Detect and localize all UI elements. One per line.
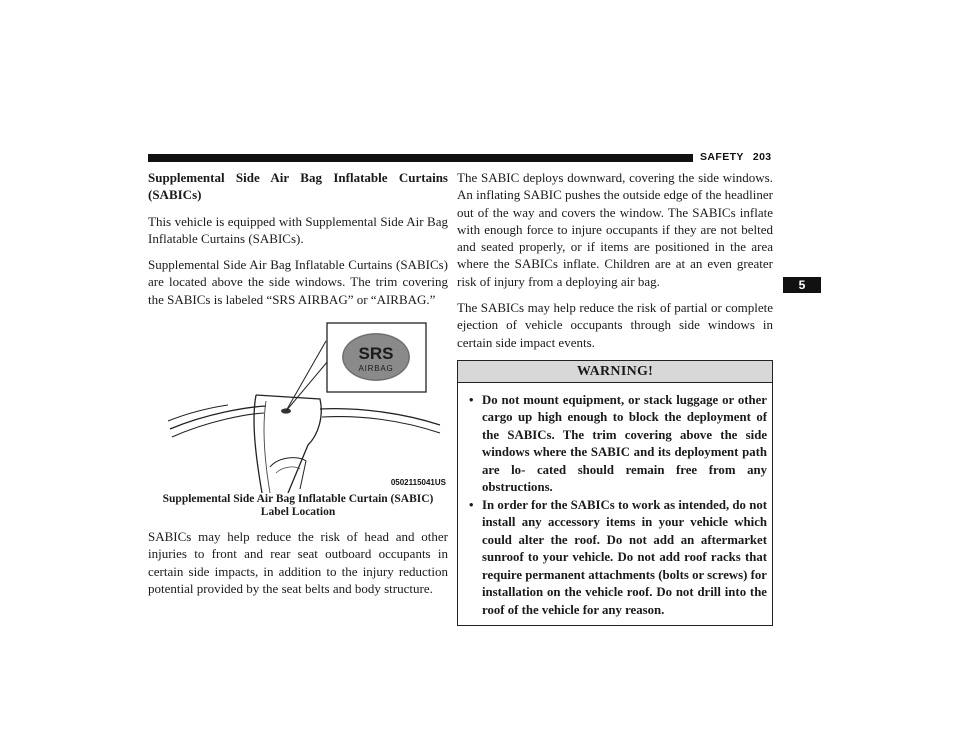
warning-item-text: Do not mount equipment, or stack luggage or other cargo up high enough to block the deployment of the SABICs. The trim covering above the side windows where the SABIC and its deployment path are lo- cated should remain free from any obstructions.	[482, 392, 767, 495]
warning-title: WARNING!	[458, 361, 772, 383]
ejection-paragraph: The SABICs may help reduce the risk of partial or complete ejection of vehicle occupants through side windows in certain side impact events.	[457, 300, 773, 350]
figure-code: 0502115041US	[390, 477, 446, 487]
headliner-illustration	[148, 317, 448, 493]
airbag-badge-text: AIRBAG	[358, 364, 394, 374]
bullet-icon: •	[469, 497, 474, 512]
benefit-paragraph: SABICs may help reduce the risk of head and other injuries to front and rear seat outboard occupants in certain side impacts, in addition to the injury reduction potential provided by the seat belts and body structure.	[148, 529, 448, 596]
warning-item	[468, 497, 767, 620]
sabic-label-figure	[148, 317, 448, 493]
warning-item	[468, 392, 767, 497]
chapter-tab: 5	[783, 277, 821, 293]
warning-item-text: In order for the SABICs to work as intended, do not install any accessory items in your vehicle which could alter the roof. Do not add an aftermarket sunroof to your vehicle. Do not add roof racks that require permanent attachments (bolts or screws) for installation on the vehicle roof. Do not drill into the roof of the vehicle for any reason.	[482, 497, 767, 617]
warning-list	[458, 383, 772, 626]
right-column	[457, 169, 773, 626]
section-heading: Supplemental Side Air Bag Inflatable Curtains (SABICs)	[148, 170, 448, 203]
deployment-paragraph: The SABIC deploys downward, covering the side windows. An inflating SABIC pushes the outside edge of the headliner out of the way and covers the window. The SABICs inflate with enough force to injure occupants if they are not belted and seated properly, or if items are positioned in the area where the SABICs inflate. Children are at an even greater risk of injury from a deploying air bag.	[457, 170, 773, 289]
figure-caption: Supplemental Side Air Bag Inflatable Curtain (SABIC) Label Location	[162, 493, 434, 519]
running-header	[700, 151, 772, 165]
location-paragraph: Supplemental Side Air Bag Inflatable Curtains (SABICs) are located above the side windows. The trim covering the SABICs is labeled “SRS AIRBAG” or “AIRBAG.”	[148, 257, 448, 307]
bullet-icon: •	[469, 392, 474, 407]
left-column	[148, 169, 448, 606]
header-rule	[148, 154, 693, 162]
srs-badge-text: SRS	[358, 344, 394, 364]
intro-paragraph: This vehicle is equipped with Supplemental Side Air Bag Inflatable Curtains (SABICs).	[148, 213, 448, 246]
warning-box	[457, 360, 773, 627]
page-number: 203	[752, 151, 772, 163]
section-title: SAFETY	[700, 151, 744, 163]
